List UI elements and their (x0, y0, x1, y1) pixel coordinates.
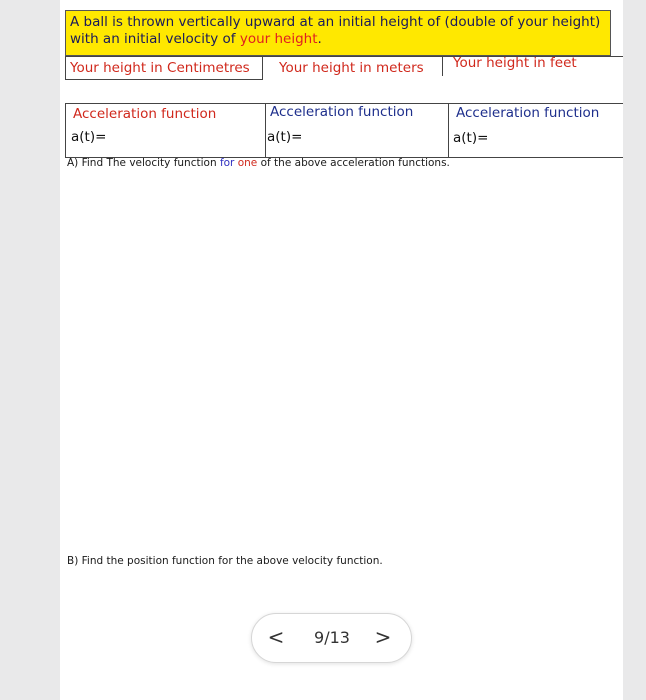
accel-label-3: Acceleration function (456, 105, 600, 121)
question-a-one: one (237, 157, 258, 169)
table-left-border-top (65, 56, 66, 80)
next-page-button[interactable]: > (374, 625, 392, 649)
table-header-underline-left (65, 79, 262, 80)
page-navigator (251, 613, 412, 663)
question-a (67, 157, 450, 169)
header-meters: Your height in meters (279, 60, 424, 76)
table-left-border-bottom (65, 103, 66, 157)
accel-label-2: Acceleration function (270, 104, 414, 120)
accel-value-3: a(t)= (453, 130, 489, 146)
problem-statement (65, 10, 611, 56)
height-table (65, 56, 623, 158)
header-centimetres: Your height in Centimetres (70, 60, 250, 76)
previous-page-button[interactable]: < (267, 625, 285, 649)
accel-value-1: a(t)= (71, 129, 107, 145)
question-b: B) Find the position function for the above velocity function. (67, 555, 383, 567)
table-divider-2-bottom (448, 103, 449, 157)
problem-text-end: . (317, 31, 322, 47)
accel-value-2: a(t)= (267, 129, 303, 145)
table-divider-2-top (442, 56, 443, 76)
question-a-for: for (219, 157, 235, 169)
question-a-start: A) Find The velocity function (67, 157, 220, 169)
page-counter: 9/13 (314, 628, 350, 647)
table-divider-1-top (262, 56, 263, 80)
problem-text-start: A ball is thrown vertically upward at an initial height of (double of your height) with an initial velocity of (70, 14, 601, 47)
problem-highlight: your height (239, 31, 318, 47)
table-divider-1-bottom (265, 103, 266, 157)
accel-label-1: Acceleration function (73, 106, 217, 122)
question-a-end: of the above acceleration functions. (257, 157, 450, 169)
header-feet: Your height in feet (453, 55, 577, 71)
